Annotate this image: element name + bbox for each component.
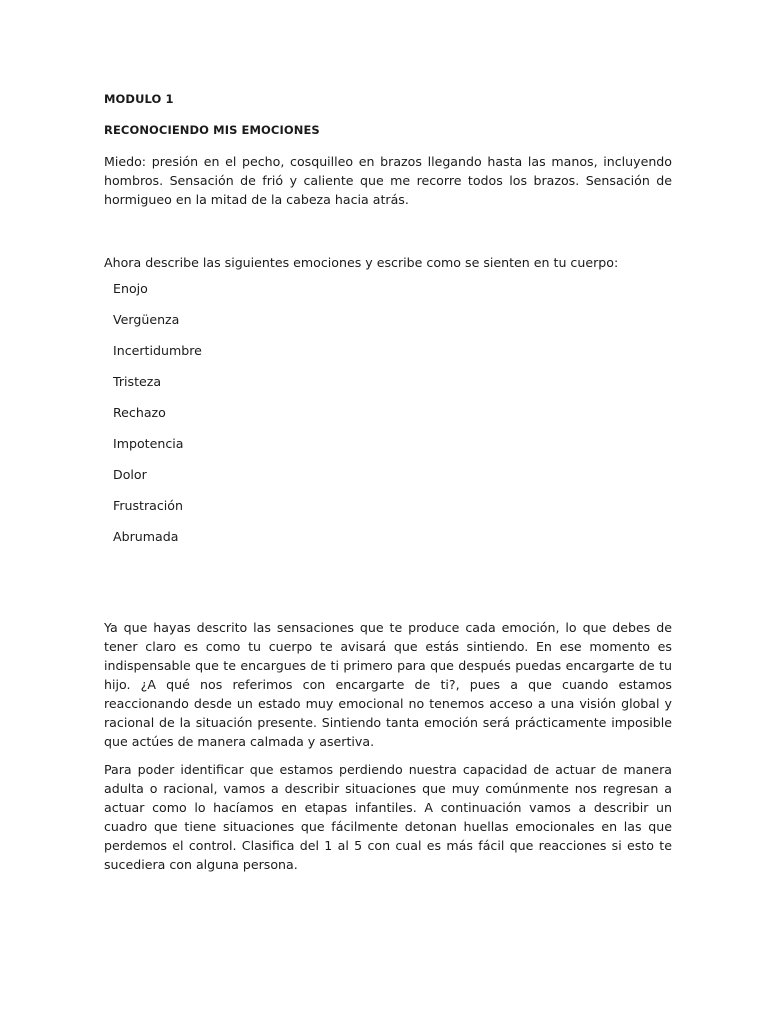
emotion-list bbox=[113, 280, 202, 559]
emotion-item: Tristeza bbox=[113, 374, 162, 389]
emotion-item: Vergüenza bbox=[113, 312, 180, 327]
emotion-item: Frustración bbox=[113, 498, 183, 513]
emotion-item: Enojo bbox=[113, 281, 148, 296]
emotion-item: Impotencia bbox=[113, 436, 184, 451]
section-title: RECONOCIENDO MIS EMOCIONES bbox=[104, 123, 320, 137]
body-paragraph-para-poder: Para poder identificar que estamos perdiendo nuestra capacidad de actuar de manera adulta o racional, vamos a describir situaciones que muy comúnmente nos regresan a actuar como lo hacíamos en etapas infantiles. A continuación vamos a describir un cuadro que tiene situaciones que fácilmente detonan huellas emocionales en las que perdemos el control. Clasifica del 1 al 5 con cual es más fácil que reacciones si esto te sucediera con alguna persona. bbox=[104, 762, 672, 872]
emotion-item: Abrumada bbox=[113, 529, 179, 544]
emotion-item: Incertidumbre bbox=[113, 343, 202, 358]
instruction-paragraph: Ahora describe las siguientes emociones y escribe como se sienten en tu cuerpo: bbox=[104, 255, 619, 270]
module-heading: MODULO 1 bbox=[104, 92, 174, 106]
miedo-paragraph: Miedo: presión en el pecho, cosquilleo en brazos llegando hasta las manos, incluyendo hombros. Sensación de frió y caliente que me recorre todos los brazos. Sensación de hormigueo en la mitad de la cabeza hacia atrás. bbox=[104, 154, 672, 207]
emotion-item: Rechazo bbox=[113, 405, 166, 420]
body-paragraph-ya-que: Ya que hayas descrito las sensaciones que te produce cada emoción, lo que debes de tener claro es como tu cuerpo te avisará que estás sintiendo. En ese momento es indispensable que te encargues de ti primero para que después puedas encargarte de tu hijo. ¿A qué nos referimos con encargarte de ti?, pues a que cuando estamos reaccionando desde un estado muy emocional no tenemos acceso a una visión global y racional de la situación presente. Sintiendo tanta emoción será prácticamente imposible que actúes de manera calmada y asertiva. bbox=[104, 620, 672, 749]
emotion-item: Dolor bbox=[113, 467, 147, 482]
